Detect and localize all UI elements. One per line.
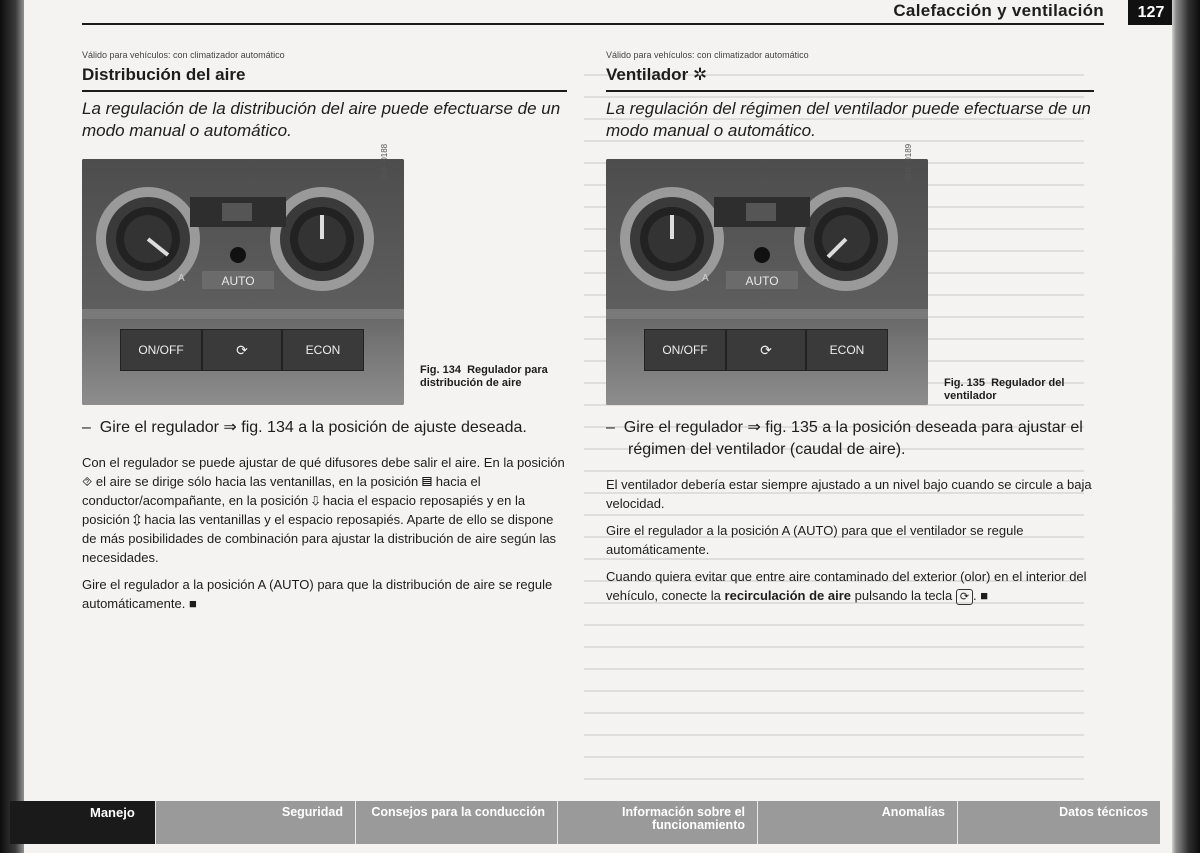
right-column [606,50,1094,613]
recirculation-button: ⟳ [726,329,806,371]
section-title-header: Calefacción y ventilación [893,1,1104,20]
manual-page [24,0,1176,853]
climate-panel-image [82,159,404,405]
tab-datos-tecnicos: Datos técnicos [1059,805,1148,819]
body-paragraph: El ventilador debería estar siempre ajustado a un nivel bajo cuando se circule a baja velocidad. [606,477,1092,511]
recirculation-button: ⟳ [202,329,282,371]
left-column [82,50,567,621]
climate-panel-image [606,159,928,405]
figure-caption: Fig. 134 Regulador para distribución de aire [420,364,548,389]
intro-text: La regulación del régimen del ventilador puede efectuarse de un modo manual o automático. [606,99,1091,140]
tab-seguridad: Seguridad [156,801,356,844]
vehicle-note: Válido para vehículos: con climatizador automático [82,50,285,60]
body-paragraph: Cuando quiera evitar que entre aire contaminado del exterior (olor) en el interior del vehículo, conecte la recirculación de aire pulsando la tecla ⟳ . ■ [606,569,1087,603]
body-paragraph: Gire el regulador a la posición A (AUTO) para que la distribución de aire se regule automáticamente. ■ [82,577,553,611]
on-off-button: ON/OFF [120,329,202,371]
figure-135 [606,143,1094,409]
figure-code: B4F-0188 [380,143,389,179]
auto-label: AUTO [745,274,779,288]
section-rule [82,90,567,92]
tab-consejos: Consejos para la conducción [356,801,558,844]
step-instruction: – Gire el regulador ⇒ fig. 135 a la posición deseada para ajustar el régimen del ventilador (caudal de aire). [606,419,1083,458]
climate-panel-illustration [82,159,404,319]
vehicle-note: Válido para vehículos: con climatizador automático [606,50,809,60]
econ-button: ECON [282,329,364,371]
body-paragraph: Gire el regulador a la posición A (AUTO) para que el ventilador se regule automáticamente. [606,523,1024,557]
fan-icon: ✲ [692,65,708,84]
step-instruction: – Gire el regulador ⇒ fig. 134 a la posición de ajuste deseada. [82,419,527,436]
dial-mark-a: A [702,273,709,284]
intro-text: La regulación de la distribución del aire puede efectuarse de un modo manual o automático. [82,99,561,140]
tab-manejo: Manejo [10,801,156,844]
dial-mark-a: A [178,273,185,284]
page-number: 127 [1128,0,1174,25]
tab-informacion: Información sobre el funcionamiento [558,801,758,844]
climate-panel-illustration [606,159,928,319]
section-rule [606,90,1094,92]
on-off-button: ON/OFF [644,329,726,371]
header-rule [82,23,1104,25]
section-heading: Distribución del aire [82,65,246,84]
section-heading: Ventilador ✲ [606,65,708,84]
figure-134 [82,143,567,409]
book-spine-right [1172,0,1200,853]
auto-label: AUTO [221,274,255,288]
chapter-tabs [10,801,1160,844]
tab-anomalias: Anomalías [758,801,958,844]
econ-button: ECON [806,329,888,371]
recirculation-key-icon: ⟳ [956,589,973,605]
figure-caption: Fig. 135 Regulador del ventilador [944,377,1065,402]
figure-code: B4F-0189 [904,143,913,179]
body-paragraph: Con el regulador se puede ajustar de qué difusores debe salir el aire. En la posición ⯑ el aire se dirige sólo hacia las ventanillas, en la posición ▤ hacia el conductor/acompañante, en la posición ⇩ hacia el espacio reposapiés y en la posición ⇳ hacia las ventanillas y el espacio reposapiés. Aparte de ello se dispone de más posibilidades de combinación para ajustar la distribución de aire según las necesidades. [82,455,565,565]
